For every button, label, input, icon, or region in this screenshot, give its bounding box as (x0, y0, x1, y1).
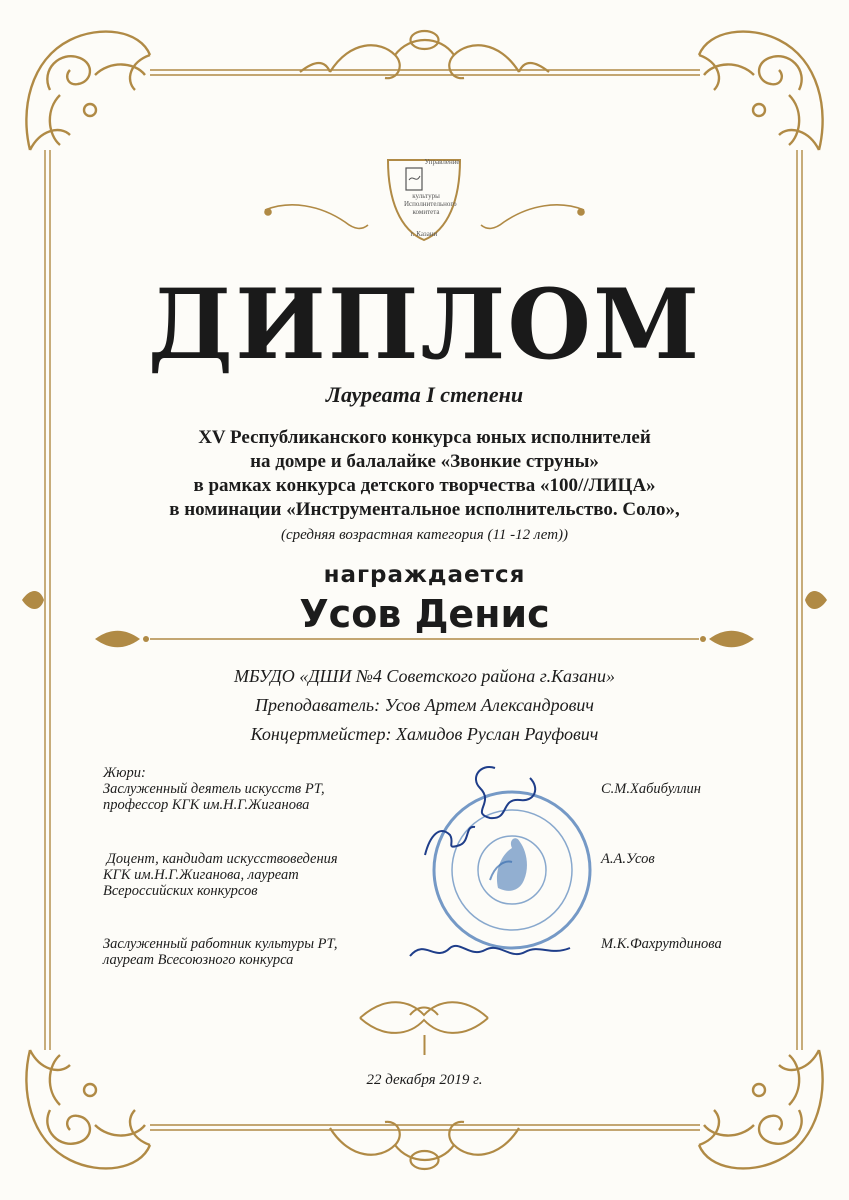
jury-title-line: Заслуженный работник культуры РТ, (103, 936, 338, 952)
jury-member-title (103, 936, 338, 968)
emblem-mid-text: культуры Исполнительного комитета (404, 192, 457, 216)
jury-title-line: Всероссийских конкурсов (103, 883, 258, 899)
jury-title-line: Заслуженный деятель искусств РТ, (103, 781, 325, 797)
jury-member-name: С.М.Хабибуллин (601, 781, 701, 797)
teacher: Преподаватель: Усов Артем Александрович (254, 695, 594, 715)
jury-member-name: М.К.Фахрутдинова (601, 936, 722, 952)
competition-line: XV Республиканского конкурса юных исполнителей (198, 427, 651, 448)
awarded-label: награждается (323, 562, 526, 588)
jury-member-title (103, 781, 325, 813)
competition-description (0, 426, 849, 522)
signature (415, 815, 485, 865)
signature (405, 928, 575, 973)
jury-title-line: Доцент, кандидат искусствоведения (103, 851, 338, 867)
jury-title-line: профессор КГК им.Н.Г.Жиганова (103, 797, 310, 813)
emblem-top-text: Управление (424, 158, 460, 166)
institution: МБУДО «ДШИ №4 Советского района г.Казани» (234, 666, 615, 686)
jury-member-title (103, 851, 338, 899)
recipient-info (0, 662, 849, 749)
recipient-name: Усов Денис (299, 592, 550, 636)
jury-title-line: лауреат Всесоюзного конкурса (103, 952, 294, 968)
jury-member-name: А.А.Усов (601, 851, 655, 867)
laureate-degree: Лауреата I степени (325, 382, 524, 407)
competition-line: в рамках конкурса детского творчества «100//ЛИЦА» (193, 475, 656, 496)
competition-line: на домре и балалайке «Звонкие струны» (250, 451, 599, 472)
emblem-bottom-text: г. Казани (410, 230, 438, 238)
jury-heading: Жюри: (103, 765, 146, 781)
diploma-title: ДИПЛОМ (147, 268, 702, 381)
competition-line: в номинации «Инструментальное исполнительство. Соло», (169, 499, 680, 520)
jury-title-line: КГК им.Н.Г.Жиганова, лауреат (103, 867, 299, 883)
emblem-logo (378, 150, 470, 245)
age-category: (средняя возрастная категория (11 -12 лет)) (280, 527, 569, 543)
issue-date: 22 декабря 2019 г. (366, 1072, 483, 1088)
accompanist: Концертмейстер: Хамидов Руслан Рауфович (250, 724, 599, 744)
